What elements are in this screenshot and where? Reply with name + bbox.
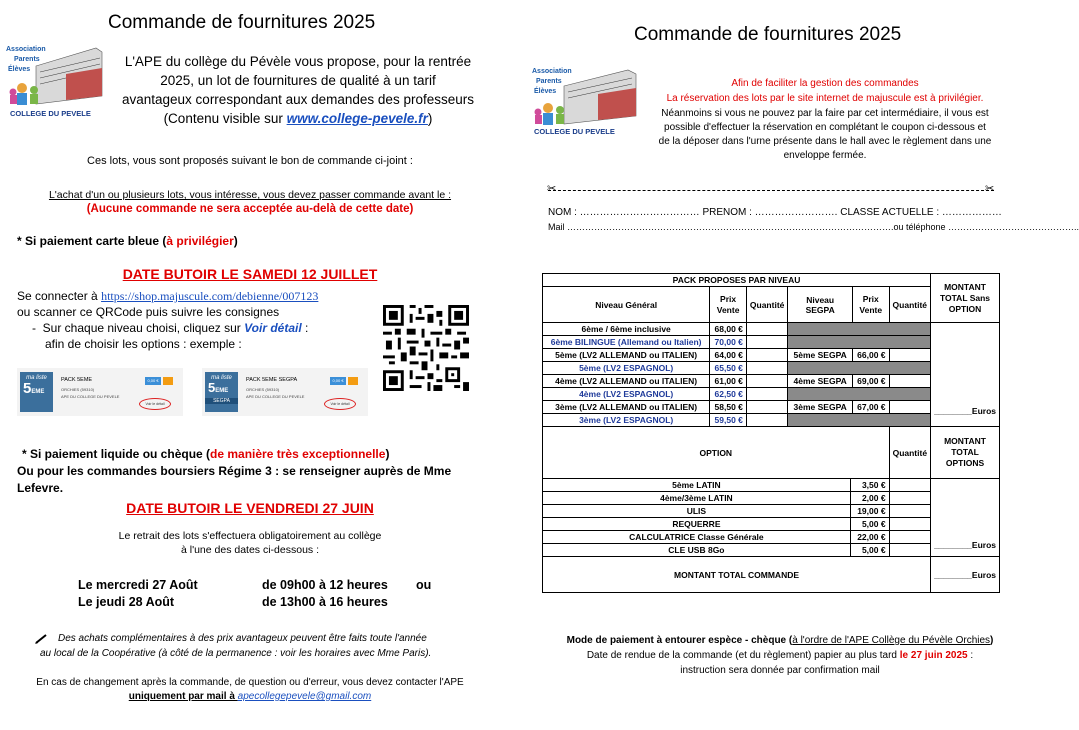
segpa-unavailable — [788, 362, 931, 375]
option-quantite: Quantité — [889, 427, 930, 479]
total-label: MONTANT TOTAL COMMANDE — [543, 557, 931, 593]
pack-niveau: 4ème (LV2 ESPAGNOL) — [543, 388, 710, 401]
confirmation-line: instruction sera donnée par confirmation mail — [680, 665, 880, 676]
payment-cash-heading — [22, 447, 389, 461]
voir-detail-text: Voir détail — [244, 321, 302, 335]
payment-exceptional: de manière très exceptionnelle — [210, 447, 386, 461]
option-prix: 5,00 € — [850, 518, 889, 531]
pack-level-suffix: EME — [31, 389, 45, 395]
pack-level-number: 5 — [208, 380, 216, 395]
logo-text: Élèves — [534, 88, 557, 95]
scissors-icon: ✂ — [547, 183, 557, 195]
intro-line: L'APE du collège du Pévèle vous propose, pour la rentrée — [124, 54, 472, 69]
coop-line: Des achats complémentaires à des prix avantageux peuvent être faits toute l'année — [58, 633, 427, 644]
red-notice: Afin de faciliter la gestion des commandes — [731, 78, 919, 89]
col-quantite: Quantité — [746, 287, 787, 323]
pack-row — [543, 323, 1000, 336]
deadline-date: le 27 juin 2025 — [899, 650, 968, 661]
achat-line: L'achat d'un ou plusieurs lots, vous intéresse, vous devez passer commande avant le : — [48, 189, 452, 201]
ape-logo — [532, 66, 638, 138]
col-quantite-segpa: Quantité — [889, 287, 930, 323]
segpa-niveau: 3ème SEGPA — [788, 401, 853, 414]
option-name: CALCULATRICE Classe Générale — [543, 531, 851, 544]
pack-niveau: 6ème BILINGUE (Allemand ou Italien) — [543, 336, 710, 349]
pack-logo — [20, 372, 53, 412]
deadline-return-line — [545, 650, 1015, 661]
deadline-text: Date de rendue de la commande (et du règlement) papier au plus tard — [586, 650, 900, 661]
pack-niveau: 3ème (LV2 ESPAGNOL) — [543, 414, 710, 427]
segpa-unavailable — [788, 414, 931, 427]
pickup-hours-1: de 09h00 à 12 heures — [262, 578, 388, 592]
form-contact-line[interactable]: Mail ……………………………………………………………………………………………….ou téléphone …………………………………….. — [548, 222, 1079, 232]
form-name-line[interactable]: NOM : ……………………………… PRENOM : ……………………. CLASSE ACTUELLE : ……………… — [548, 207, 1002, 218]
option-prix: 5,00 € — [850, 544, 889, 557]
pack-niveau: 6ème / 6ème inclusive — [543, 323, 710, 336]
qr-code[interactable] — [383, 305, 469, 391]
step-text: : — [301, 321, 309, 335]
option-prix: 3,50 € — [850, 479, 889, 492]
col-segpa: Niveau SEGPA — [788, 287, 853, 323]
table-header: PACK PROPOSES PAR NIVEAU — [543, 274, 931, 287]
pack-brand: ma liste — [211, 375, 232, 381]
intro-line: avantageux correspondant aux demandes des professeurs — [122, 92, 474, 107]
logo-text: Parents — [14, 56, 40, 63]
page-title: Commande de fournitures 2025 — [634, 24, 902, 45]
pack-price: 0,00 € — [145, 377, 161, 385]
contact-text: uniquement par mail à — [128, 691, 238, 702]
scan-line: ou scanner ce QRCode puis suivre les consignes — [17, 305, 280, 319]
pack-niveau: 5ème (LV2 ALLEMAND ou ITALIEN) — [543, 349, 710, 362]
pack-niveau: 3ème (LV2 ALLEMAND ou ITALIEN) — [543, 401, 710, 414]
college-website-link[interactable]: www.college-pevele.fr — [286, 111, 428, 126]
logo-text: Association — [532, 68, 572, 75]
qr-code-icon — [383, 305, 469, 391]
deadline-text: : — [967, 650, 974, 661]
retrait-line-2: à l'une des dates ci-dessous : — [180, 544, 319, 556]
shop-link[interactable]: https://shop.majuscule.com/debienne/007123 — [101, 289, 319, 303]
option-prix: 2,00 € — [850, 492, 889, 505]
intro-line — [108, 109, 488, 128]
step-line — [32, 321, 308, 335]
pack-prix: 68,00 € — [710, 323, 747, 336]
option-name: 4ème/3ème LATIN — [543, 492, 851, 505]
pack-quantite-input[interactable] — [746, 414, 787, 427]
segpa-unavailable — [788, 336, 931, 349]
segpa-quantite-input[interactable] — [889, 349, 930, 362]
dash-text: - — [32, 321, 43, 335]
option-name: ULIS — [543, 505, 851, 518]
payment-mode-text: Mode de paiement à entourer espèce - chèque ( — [566, 635, 793, 646]
col-niveau: Niveau Général — [543, 287, 710, 323]
page-title: Commande de fournitures 2025 — [108, 12, 376, 33]
pack-quantite-input[interactable] — [746, 349, 787, 362]
option-quantite-input[interactable] — [889, 479, 930, 492]
option-name: 5ème LATIN — [543, 479, 851, 492]
cart-icon[interactable] — [163, 377, 173, 385]
segpa-quantite-input[interactable] — [889, 401, 930, 414]
logo-text: Élèves — [8, 66, 31, 73]
pack-niveau: 4ème (LV2 ALLEMAND ou ITALIEN) — [543, 375, 710, 388]
option-header: OPTION — [543, 427, 890, 479]
logo-college-text: COLLEGE DU PEVELE — [534, 127, 615, 136]
segpa-prix: 66,00 € — [852, 349, 889, 362]
payment-preferred: à privilégier — [166, 234, 234, 248]
connect-line — [17, 289, 318, 304]
option-quantite-input[interactable] — [889, 505, 930, 518]
option-name: CLE USB 8Go — [543, 544, 851, 557]
boursiers-line: Ou pour les commandes boursiers Régime 3 : se renseigner auprès de Mme — [17, 464, 452, 478]
deadline-warning: (Aucune commande ne sera acceptée au-delà de cette date) — [86, 203, 414, 215]
pack-city: ORCHIES (59310) — [246, 387, 280, 392]
logo-text: Association — [6, 46, 46, 53]
pickup-hours-2: de 13h00 à 16 heures — [262, 595, 388, 609]
connect-text: Se connecter à — [17, 289, 102, 303]
option-quantite-input[interactable] — [889, 531, 930, 544]
pack-name: PACK 5EME SEGPA — [246, 377, 298, 383]
pack-brand: ma liste — [26, 375, 47, 381]
pickup-day-1: Le mercredi 27 Août — [78, 578, 198, 592]
pack-level — [208, 381, 238, 398]
pack-prix: 58,50 € — [710, 401, 747, 414]
coop-line-2: au local de la Coopérative (à côté de la permanence : voir les horaires avec Mme Paris). — [40, 648, 432, 659]
payment-text: ) — [233, 234, 238, 248]
logo-college-text: COLLEGE DU PEVELE — [10, 109, 91, 118]
deadline-june: DATE BUTOIR LE VENDREDI 27 JUIN — [126, 500, 374, 516]
pack-logo — [205, 372, 238, 412]
pack-card-5eme-segpa[interactable] — [202, 368, 368, 416]
instructions-line: possible d'effectuer la réservation en complétant le coupon ci-dessous et — [664, 122, 986, 133]
pack-city: ORCHIES (59310) — [61, 387, 95, 392]
option-total-euros[interactable]: ________Euros — [931, 479, 1000, 557]
option-montant: MONTANT TOTAL OPTIONS — [931, 427, 1000, 479]
logo-text: Parents — [536, 78, 562, 85]
pack-card-5eme[interactable] — [17, 368, 183, 416]
instructions-line: Néanmoins si vous ne pouvez par la faire par cet intermédiaire, il vous est — [661, 108, 989, 119]
red-notice-2: La réservation des lots par le site internet de majuscule est à privilégier. — [666, 93, 984, 104]
instructions-line: enveloppe fermée. — [783, 150, 867, 161]
segpa-unavailable — [788, 323, 931, 336]
intro-text: (Contenu visible sur — [163, 111, 287, 126]
pack-level-number: 5 — [23, 380, 32, 397]
instructions-paragraph — [640, 107, 1010, 163]
segpa-unavailable — [788, 388, 931, 401]
pack-prix: 64,00 € — [710, 349, 747, 362]
col-prix: Prix Vente — [710, 287, 747, 323]
option-prix: 19,00 € — [850, 505, 889, 518]
col-prix-segpa: Prix Vente — [852, 287, 889, 323]
pickup-or: ou — [416, 578, 432, 592]
col-montant-label: MONTANT TOTAL Sans OPTION — [939, 281, 991, 314]
pack-school: APE DU COLLEGE DU PEVELE — [246, 394, 305, 399]
pack-segpa: SEGPA — [205, 398, 238, 404]
segpa-quantite-input[interactable] — [889, 375, 930, 388]
payment-text: * Si paiement carte bleue ( — [17, 234, 167, 248]
retrait-line: Le retrait des lots s'effectuera obligatoirement au collège — [118, 530, 382, 542]
col-montant — [931, 274, 1000, 323]
segpa-niveau: 4ème SEGPA — [788, 375, 853, 388]
pack-level-suffix: EME — [215, 388, 229, 394]
pack-total-euros[interactable]: ________Euros — [931, 323, 1000, 427]
intro-paragraph — [108, 52, 488, 128]
pack-price: 0,00 € — [330, 377, 346, 385]
order-table — [542, 273, 1000, 593]
cut-line — [548, 190, 994, 191]
instructions-line: de la déposer dans l'urne présente dans le hall avec le règlement dans une — [658, 136, 992, 147]
voir-detail-button[interactable]: Voir le détail — [324, 398, 356, 410]
pack-quantite-input[interactable] — [746, 362, 787, 375]
lots-line: Ces lots, vous sont proposés suivant le bon de commande ci-joint : — [87, 155, 413, 167]
intro-text: ) — [427, 111, 433, 126]
ape-logo — [6, 44, 104, 120]
pack-quantite-input[interactable] — [746, 336, 787, 349]
contact-line-2 — [0, 691, 500, 702]
segpa-prix: 69,00 € — [852, 375, 889, 388]
pack-prix: 61,00 € — [710, 375, 747, 388]
payment-card-heading — [17, 234, 238, 248]
option-prix: 22,00 € — [850, 531, 889, 544]
payment-text: * Si paiement liquide ou chèque ( — [22, 447, 211, 461]
pickup-day-2: Le jeudi 28 Août — [78, 595, 175, 609]
pack-prix: 59,50 € — [710, 414, 747, 427]
option-quantite-input[interactable] — [889, 544, 930, 557]
segpa-prix: 67,00 € — [852, 401, 889, 414]
option-name: REQUERRE — [543, 518, 851, 531]
scissors-icon: ✂ — [985, 183, 995, 195]
pack-prix: 70,00 € — [710, 336, 747, 349]
total-euros[interactable]: ________Euros — [931, 557, 1000, 593]
intro-line: 2025, un lot de fournitures de qualité à un tarif — [160, 73, 436, 88]
step-line-2: afin de choisir les options : exemple : — [45, 337, 242, 351]
option-row — [543, 479, 1000, 492]
pack-quantite-input[interactable] — [746, 388, 787, 401]
pack-prix: 65,50 € — [710, 362, 747, 375]
cart-icon[interactable] — [348, 377, 358, 385]
pack-name: PACK 5EME — [61, 377, 93, 383]
payment-text: ) — [385, 447, 390, 461]
contact-email-link[interactable]: apecollegepevele@gmail.com — [237, 691, 372, 702]
segpa-niveau: 5ème SEGPA — [788, 349, 853, 362]
payment-mode-text: ) — [990, 635, 994, 646]
voir-detail-button[interactable]: Voir le détail — [139, 398, 171, 410]
option-quantite-input[interactable] — [889, 518, 930, 531]
step-text: Sur chaque niveau choisi, cliquez sur — [42, 321, 245, 335]
pack-niveau: 5ème (LV2 ESPAGNOL) — [543, 362, 710, 375]
pack-quantite-input[interactable] — [746, 375, 787, 388]
pack-quantite-input[interactable] — [746, 401, 787, 414]
deadline-july: DATE BUTOIR LE SAMEDI 12 JUILLET — [122, 266, 378, 282]
payment-order-text: à l'ordre de l'APE Collège du Pévèle Orchies — [792, 635, 991, 646]
contact-line: En cas de changement après la commande, de question ou d'erreur, vous devez contacter l'APE — [36, 677, 464, 688]
option-quantite-input[interactable] — [889, 492, 930, 505]
pack-level — [23, 381, 53, 400]
pack-school: APE DU COLLEGE DU PEVELE — [61, 394, 120, 399]
pack-prix: 62,50 € — [710, 388, 747, 401]
payment-mode-line — [545, 635, 1015, 646]
boursiers-line-2: Lefevre. — [17, 481, 64, 495]
pack-quantite-input[interactable] — [746, 323, 787, 336]
